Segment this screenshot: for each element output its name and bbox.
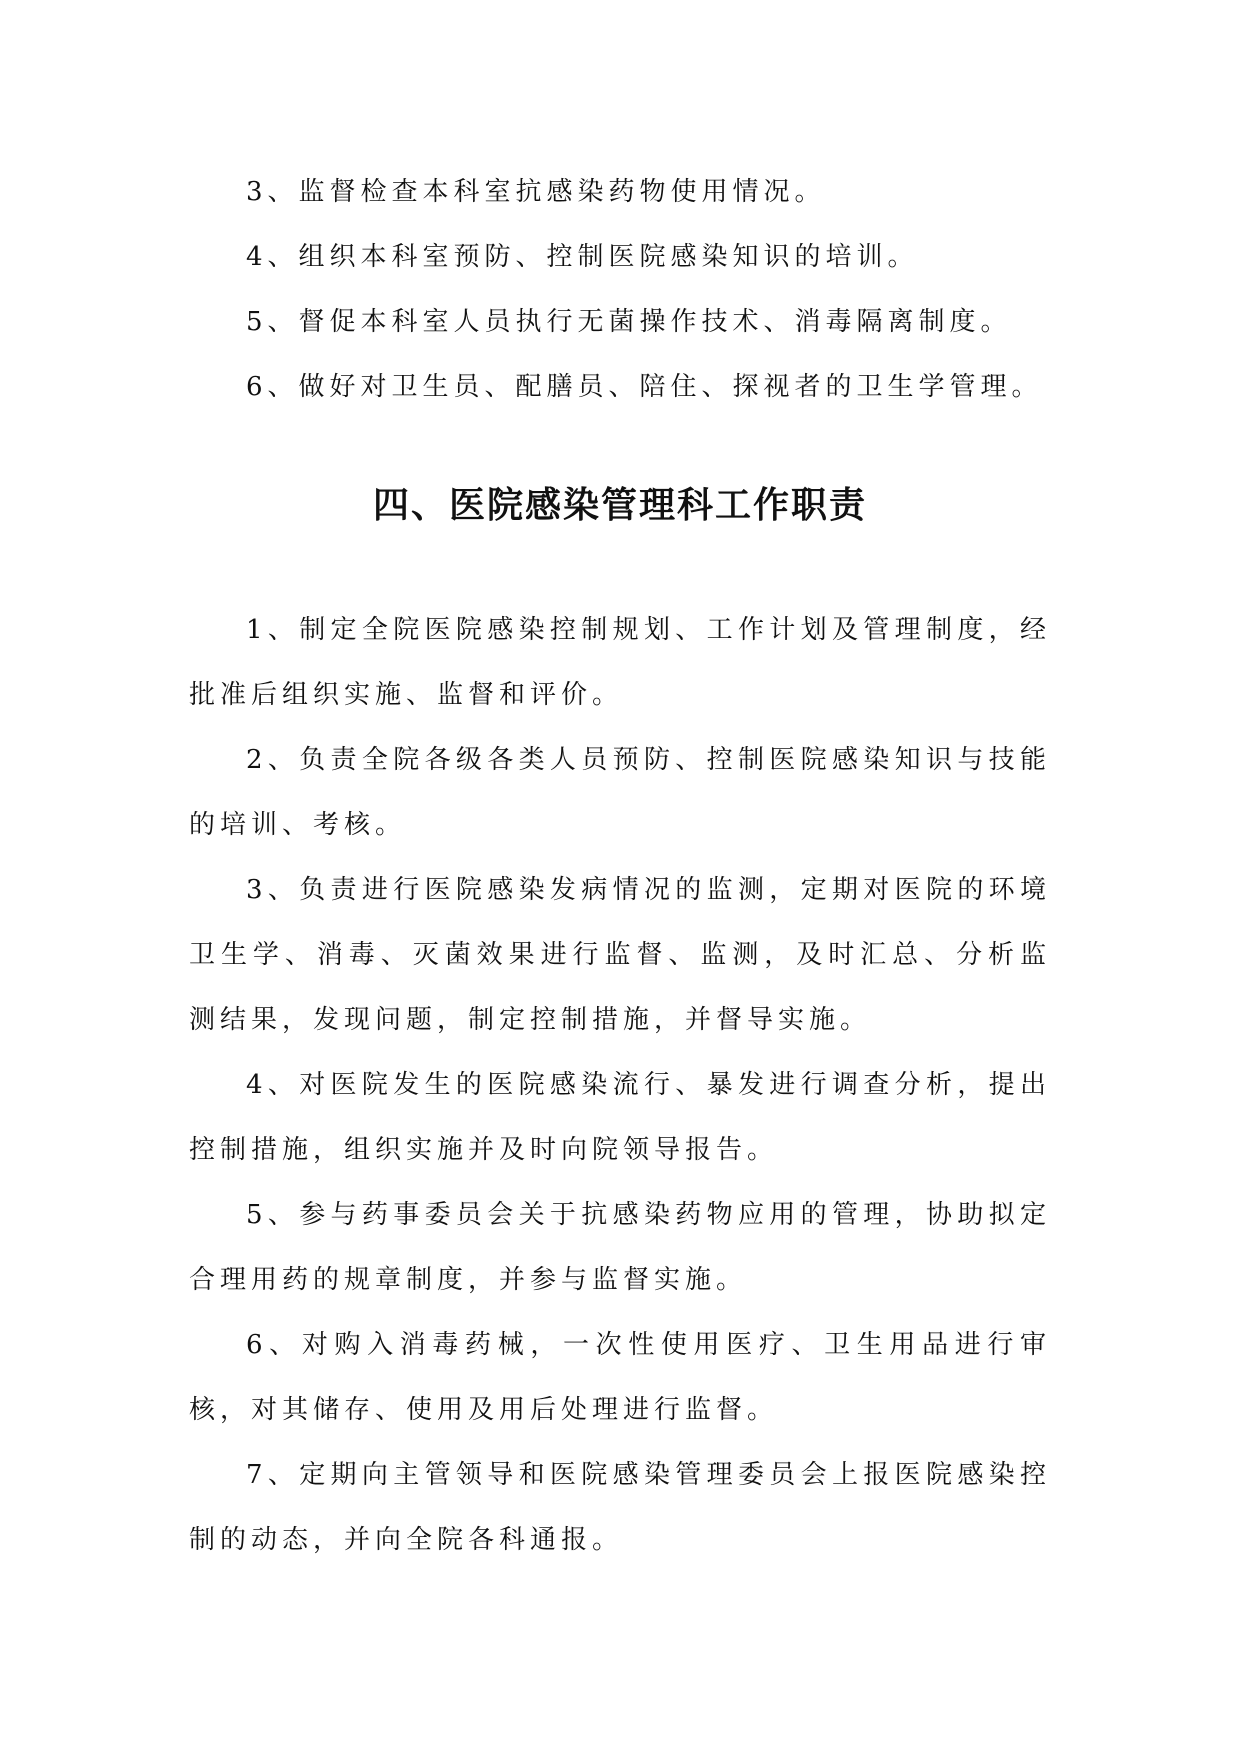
duty-item: 6、做好对卫生员、配膳员、陪住、探视者的卫生学管理。 xyxy=(246,372,1043,402)
duty-item: 4、组织本科室预防、控制医院感染知识的培训。 xyxy=(246,242,919,272)
section-title: 四、医院感染管理科工作职责 xyxy=(372,485,867,526)
document-body xyxy=(189,160,1051,1573)
duty-item: 5、督促本科室人员执行无菌操作技术、消毒隔离制度。 xyxy=(246,307,1012,337)
duty-item: 1、制定全院医院感染控制规划、工作计划及管理制度，经批准后组织实施、监督和评价。 xyxy=(189,615,1051,710)
duty-item: 7、定期向主管领导和医院感染管理委员会上报医院感染控制的动态，并向全院各科通报。 xyxy=(189,1460,1051,1555)
duty-item: 3、监督检查本科室抗感染药物使用情况。 xyxy=(246,177,826,207)
duty-item: 6、对购入消毒药械，一次性使用医疗、卫生用品进行审核，对其储存、使用及用后处理进行监督。 xyxy=(189,1330,1051,1425)
duty-item: 2、负责全院各级各类人员预防、控制医院感染知识与技能的培训、考核。 xyxy=(189,745,1051,840)
duty-item: 3、负责进行医院感染发病情况的监测，定期对医院的环境卫生学、消毒、灭菌效果进行监督、监测，及时汇总、分析监测结果，发现问题，制定控制措施，并督导实施。 xyxy=(189,875,1051,1035)
duty-item: 4、对医院发生的医院感染流行、暴发进行调查分析，提出控制措施，组织实施并及时向院领导报告。 xyxy=(189,1070,1051,1165)
duty-item: 5、参与药事委员会关于抗感染药物应用的管理，协助拟定合理用药的规章制度，并参与监督实施。 xyxy=(189,1200,1051,1295)
